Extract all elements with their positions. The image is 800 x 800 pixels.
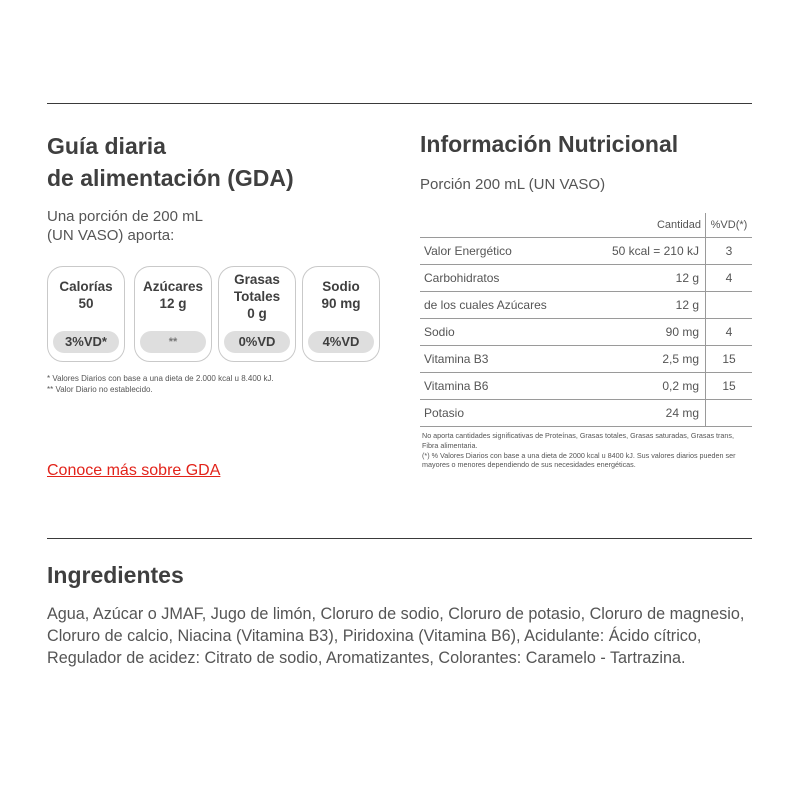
row-qty: 90 mg	[604, 319, 706, 346]
row-qty: 50 kcal = 210 kJ	[604, 238, 706, 265]
table-row	[420, 400, 752, 427]
badge-value: 50	[78, 296, 94, 311]
nutrition-footnote-2: (*) % Valores Diarios con base a una dieta de 2000 kcal u 8400 kJ. Sus valores diarios pueden ser mayores o menores dependiendo de sus necesidades energéticas.	[422, 450, 736, 470]
row-name: Sodio	[420, 319, 604, 346]
row-dv	[706, 292, 753, 319]
row-qty: 0,2 mg	[604, 373, 706, 400]
nutrition-title: Información Nutricional	[420, 131, 679, 157]
row-dv	[706, 400, 753, 427]
gda-footnote-2: ** Valor Diario no establecido.	[47, 385, 153, 394]
badge-value: 0 g	[247, 306, 267, 321]
table-row	[420, 373, 752, 400]
badge-label: Totales	[233, 289, 281, 304]
gda-title-line1: Guía diaria	[47, 133, 166, 159]
gda-badge-grasas	[218, 266, 296, 362]
gda-intro	[47, 207, 203, 245]
nutrition-footnotes	[422, 431, 740, 470]
gda-title-line2: de alimentación (GDA)	[47, 165, 294, 191]
table-row	[420, 238, 752, 265]
table-row	[420, 265, 752, 292]
badge-label: Grasas	[234, 272, 280, 287]
gda-intro-line1: Una porción de 200 mL	[47, 208, 203, 225]
table-row	[420, 292, 752, 319]
row-qty: 12 g	[604, 265, 706, 292]
gda-intro-line2: (UN VASO) aporta:	[47, 227, 175, 244]
gda-learn-more-link[interactable]: Conoce más sobre GDA	[47, 462, 221, 479]
ingredients-text: Agua, Azúcar o JMAF, Jugo de limón, Cloruro de sodio, Cloruro de potasio, Cloruro de magnesio, Cloruro de calcio, Niacina (Vitamina B3), Piridoxina (Vitamina B6), Acidulante: Ácido cítrico, Regulador de acidez: Citrato de sodio, Aromatizantes, Colorantes: Caramelo - Tartrazina.	[47, 605, 745, 667]
table-row	[420, 346, 752, 373]
gda-footnote-1: * Valores Diarios con base a una dieta de 2.000 kcal u 8.400 kJ.	[47, 374, 274, 383]
ingredients-title: Ingredientes	[47, 562, 184, 588]
nutrition-footnote-1: No aporta cantidades significativas de Proteínas, Grasas totales, Grasas saturadas, Grasas trans, Fibra alimentaria.	[422, 431, 735, 450]
row-name: Carbohidratos	[420, 265, 604, 292]
row-dv: 3	[706, 238, 753, 265]
badge-pill: 0%VD	[224, 331, 290, 353]
nutrition-table	[420, 213, 752, 427]
row-dv: 15	[706, 346, 753, 373]
row-name: Vitamina B3	[420, 346, 604, 373]
row-name: Vitamina B6	[420, 373, 604, 400]
nutrition-portion: Porción 200 mL (UN VASO)	[420, 176, 606, 193]
row-dv: 15	[706, 373, 753, 400]
badge-pill: 4%VD	[308, 331, 374, 353]
row-name: Potasio	[420, 400, 604, 427]
table-header-row	[420, 213, 752, 238]
badge-pill: **	[140, 331, 206, 353]
row-qty: 2,5 mg	[604, 346, 706, 373]
gda-footnotes	[47, 373, 274, 395]
row-qty: 24 mg	[604, 400, 706, 427]
dv-header: %VD(*)	[706, 213, 753, 238]
row-dv: 4	[706, 265, 753, 292]
quantity-header: Cantidad	[604, 213, 706, 238]
row-dv: 4	[706, 319, 753, 346]
row-qty: 12 g	[604, 292, 706, 319]
gda-title	[47, 130, 294, 194]
gda-badge-calorias	[47, 266, 125, 362]
table-row	[420, 319, 752, 346]
middle-divider	[47, 538, 752, 539]
gda-badge-azucares	[134, 266, 212, 362]
table-cell	[420, 213, 604, 238]
top-divider	[47, 103, 752, 104]
badge-pill: 3%VD*	[53, 331, 119, 353]
badge-label: Calorías	[59, 279, 113, 294]
badge-label: Azúcares	[142, 279, 204, 294]
row-name: Valor Energético	[420, 238, 604, 265]
badge-label: Sodio	[322, 279, 360, 294]
row-name: de los cuales Azúcares	[420, 292, 604, 319]
badge-value: 12 g	[159, 296, 187, 311]
badge-value: 90 mg	[321, 296, 361, 311]
gda-badge-sodio	[302, 266, 380, 362]
